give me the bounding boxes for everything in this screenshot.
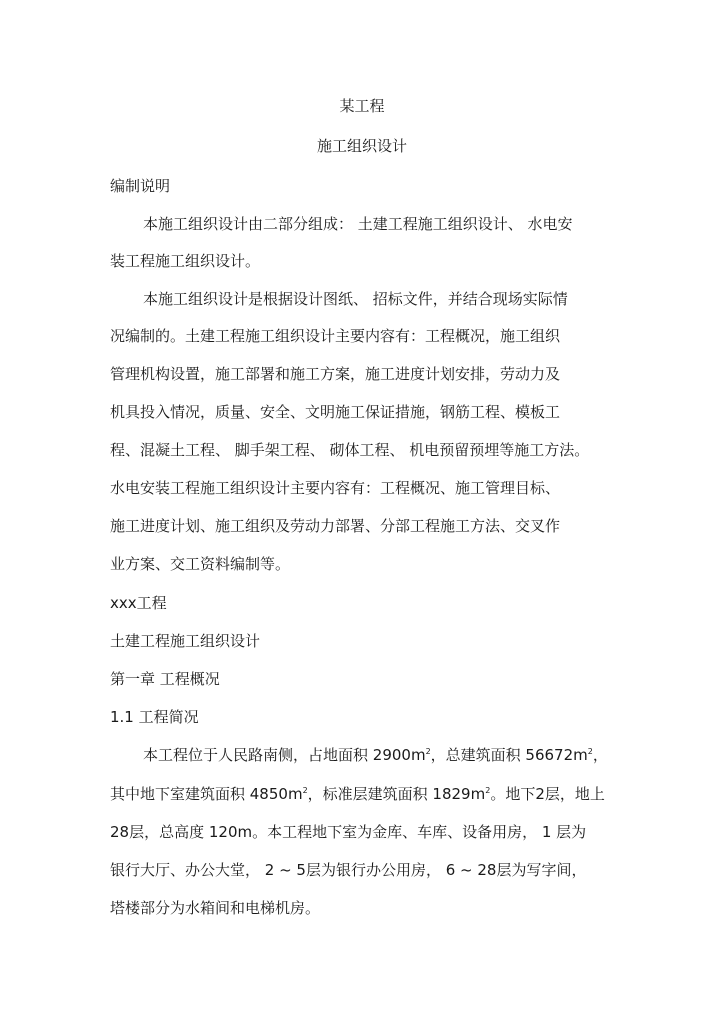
superscript: 2 xyxy=(485,786,491,795)
superscript: 2 xyxy=(425,747,431,756)
section-heading-intro: 编制说明 xyxy=(110,177,171,195)
paragraph-line: 况编制的。土建工程施工组织设计主要内容有：工程概况，施工组织 xyxy=(110,327,561,345)
paragraph-line: 程、混凝土工程、 脚手架工程、 砌体工程、 机电预留预埋等施工方法。 xyxy=(110,441,590,459)
paragraph-line: 管理机构设置，施工部署和施工方案，施工进度计划安排，劳动力及 xyxy=(110,365,561,383)
superscript: 2 xyxy=(302,786,308,795)
paragraph-line: 本施工组织设计是根据设计图纸、 招标文件，并结合现场实际情 xyxy=(143,290,568,308)
text-segment: ，总建筑面积 56672m xyxy=(430,746,588,764)
paragraph-line: 水电安装工程施工组织设计主要内容有：工程概况、施工管理目标、 xyxy=(110,479,561,497)
text-segment: 本工程位于人民路南侧，占地面积 2900m xyxy=(143,746,426,764)
document-subtitle: 施工组织设计 xyxy=(316,137,407,155)
overview-line-3: 28层，总高度 120m。本工程地下室为金库、车库、设备用房， 1 层为 xyxy=(110,823,587,841)
overview-line-2 xyxy=(110,784,605,804)
text-segment: 。地下2层，地上 xyxy=(490,785,605,803)
overview-line-4: 银行大厅、办公大堂， 2 ~ 5层为银行办公用房， 6 ~ 28层为写字间， xyxy=(110,861,587,879)
project-name: xxx工程 xyxy=(110,594,167,612)
overview-line-1 xyxy=(143,745,608,765)
paragraph-line: 装工程施工组织设计。 xyxy=(110,252,261,270)
text-segment: ， xyxy=(592,746,608,764)
civil-heading: 土建工程施工组织设计 xyxy=(110,632,261,650)
overview-line-5: 塔楼部分为水箱间和电梯机房。 xyxy=(110,899,321,917)
superscript: 2 xyxy=(587,747,593,756)
paragraph-line: 业方案、交工资料编制等。 xyxy=(110,555,291,573)
paragraph-line: 机具投入情况，质量、安全、文明施工保证措施，钢筋工程、模板工 xyxy=(110,403,561,421)
paragraph-line: 施工进度计划、施工组织及劳动力部署、分部工程施工方法、交叉作 xyxy=(110,517,561,535)
chapter-heading: 第一章 工程概况 xyxy=(110,670,220,688)
section-heading: 1.1 工程简况 xyxy=(110,708,199,726)
text-segment: ，标准层建筑面积 1829m xyxy=(307,785,486,803)
paragraph-line: 本施工组织设计由二部分组成： 土建工程施工组织设计、 水电安 xyxy=(143,215,573,233)
document-title: 某工程 xyxy=(339,97,385,115)
text-segment: 其中地下室建筑面积 4850m xyxy=(110,785,303,803)
